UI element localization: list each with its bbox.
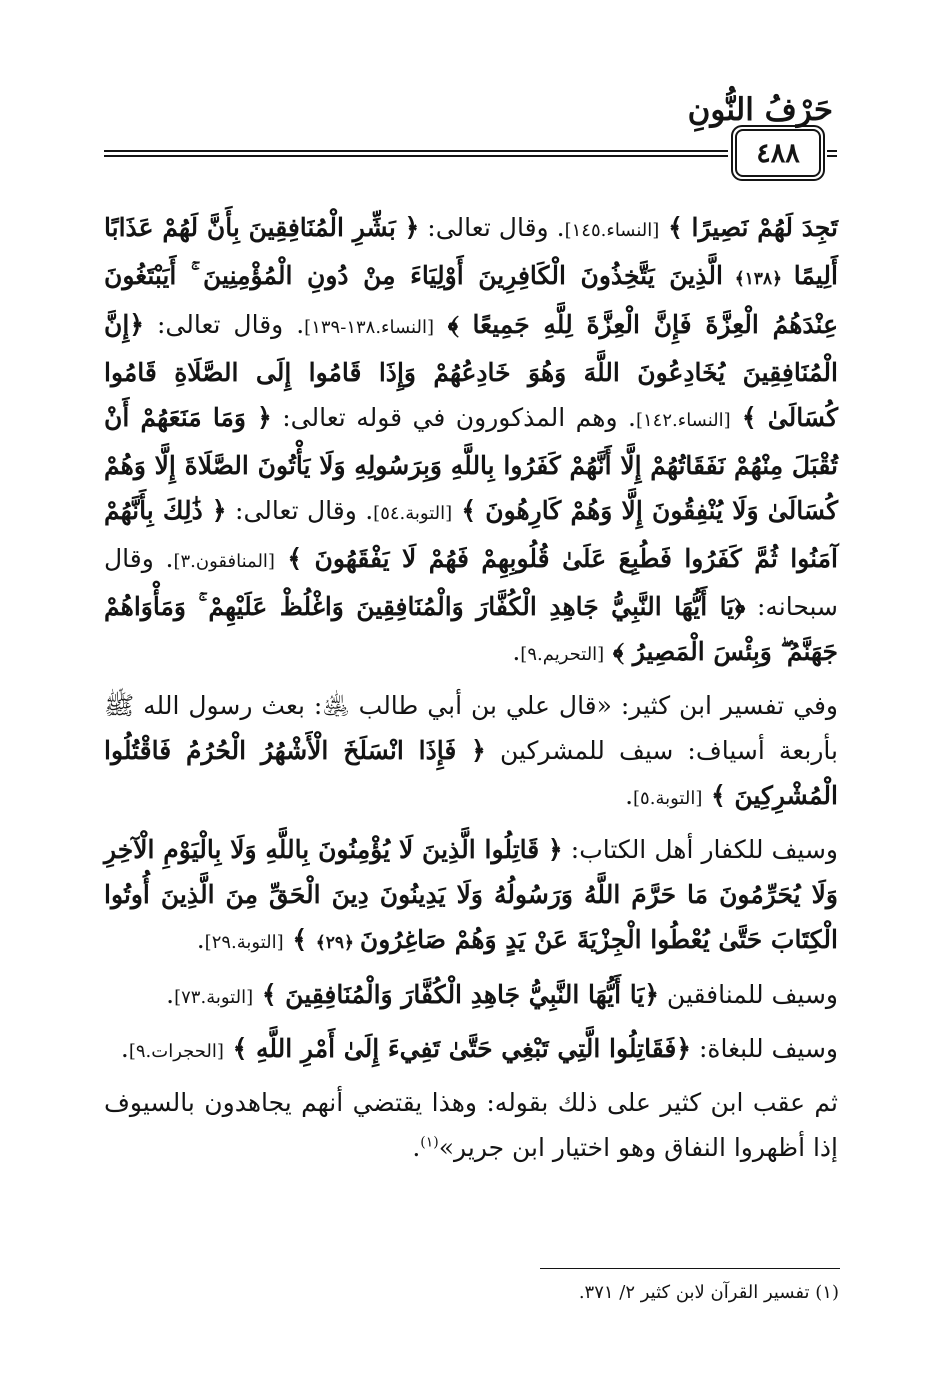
- prose-text: . وقال سبحانه:: [104, 544, 838, 621]
- verse-bracket: ﴾: [730, 403, 768, 432]
- quran-verse: وَمَا مَنَعَهُمْ أَنْ تُقْبَلَ مِنْهُمْ نَفَقَاتُهُمْ إِلَّا أَنَّهُمْ كَفَرُوا بِاللَّهِ وَبِرَسُولِهِ وَلَا يَأْتُونَ الصَّلَاةَ إِلَّا وَهُمْ كُسَالَىٰ وَلَا يُنْفِقُونَ إِلَّا وَهُمْ كَارِهُونَ: [104, 403, 839, 525]
- quran-verse: يَا أَيُّهَا النَّبِيُّ جَاهِدِ الْكُفَّارَ وَالْمُنَافِقِينَ وَاغْلُظْ عَلَيْهِمْ ۚ وَمَأْوَاهُمْ جَهَنَّمُ ۖ وَبِئْسَ الْمَصِيرُ: [104, 592, 838, 666]
- verse-reference: [المنافقون.٣]: [173, 551, 275, 572]
- verse-reference: [التوبة.٥٤]: [373, 503, 453, 524]
- verse-reference: [النساء.١٤٥]: [564, 220, 660, 241]
- verse-bracket: ﴿: [129, 310, 144, 339]
- body-text: [104, 205, 838, 1170]
- prose-text: .: [196, 925, 205, 954]
- prose-text: وسيف للمنافقين: [658, 980, 838, 1009]
- paragraph: [104, 972, 838, 1020]
- verse-bracket: ﴾: [604, 637, 633, 666]
- prose-text: .: [120, 1034, 129, 1063]
- prose-text: .: [166, 980, 175, 1009]
- verse-bracket: ﴿: [539, 835, 563, 864]
- verse-bracket: ﴾: [452, 496, 486, 525]
- verse-reference: [النساء.١٣٨-١٣٩]: [304, 317, 434, 338]
- verse-bracket: ﴿: [676, 1034, 692, 1063]
- quran-verse: إِنَّ الْمُنَافِقِينَ يُخَادِعُونَ اللَّهَ وَهُوَ خَادِعُهُمْ وَإِذَا قَامُوا إِلَى الصَّلَاةِ قَامُوا كُسَالَىٰ: [104, 310, 839, 432]
- quran-verse: ذَٰلِكَ بِأَنَّهُمْ آمَنُوا ثُمَّ كَفَرُوا فَطُبِعَ عَلَىٰ قُلُوبِهِمْ فَهُمْ لَا يَفْقَهُونَ: [104, 496, 838, 573]
- prose-text: .: [512, 637, 521, 666]
- quran-verse: الَّذِينَ يَتَّخِذُونَ الْكَافِرِينَ أَوْلِيَاءَ مِنْ دُونِ الْمُؤْمِنِينَ ۚ أَيَبْتَغُونَ عِنْدَهُمُ الْعِزَّةَ فَإِنَّ الْعِزَّةَ لِلَّهِ جَمِيعًا: [104, 261, 839, 339]
- header-rule-end: [827, 150, 837, 157]
- verse-reference: [التوبة.٧٣]: [174, 987, 254, 1008]
- quran-verse: يَا أَيُّهَا النَّبِيُّ جَاهِدِ الْكُفَّارَ وَالْمُنَافِقِينَ: [285, 980, 645, 1009]
- verse-bracket: ﴾: [283, 925, 316, 954]
- ayah-number: ﴿٢٩﴾: [315, 933, 360, 953]
- verse-bracket: ﴾: [274, 544, 315, 573]
- verse-bracket: ﴿: [395, 213, 420, 242]
- quran-verse: فَإِذَا انْسَلَخَ الْأَشْهُرُ الْحُرُمُ فَاقْتُلُوا الْمُشْرِكِينَ: [104, 736, 838, 810]
- prose-text: . وقال تعالى:: [419, 213, 565, 242]
- verse-reference: [النساء.١٤٢]: [635, 410, 731, 431]
- verse-bracket: ﴿: [456, 736, 486, 765]
- quran-verse: بَشِّرِ الْمُنَافِقِينَ بِأَنَّ لَهُمْ عَذَابًا أَلِيمًا: [104, 213, 838, 290]
- verse-bracket: ﴿: [644, 980, 659, 1009]
- verse-bracket: ﴿: [734, 592, 746, 621]
- quran-verse: فَقَاتِلُوا الَّتِي تَبْغِي حَتَّىٰ تَفِيءَ إِلَىٰ أَمْرِ اللَّهِ: [255, 1034, 677, 1063]
- verse-reference: [التوبة.٥]: [633, 788, 703, 809]
- verse-bracket: ﴾: [223, 1034, 256, 1063]
- paragraph: [104, 1080, 838, 1170]
- paragraph: [104, 1026, 838, 1074]
- ayah-number: ﴿١٣٨﴾: [722, 269, 794, 289]
- prose-text: . وقال تعالى:: [226, 496, 374, 525]
- verse-reference: [التحريم.٩]: [520, 644, 605, 665]
- quran-verse: تَجِدَ لَهُمْ نَصِيرًا: [691, 213, 839, 242]
- verse-bracket: ﴾: [434, 310, 473, 339]
- verse-bracket: ﴿: [245, 403, 272, 432]
- prose-text: وفي تفسير ابن كثير: «قال علي بن أبي طالب ﵁: بعث رسول الله ﷺ بأربعة أسياف: سيف للمشركين: [104, 691, 838, 765]
- footnote-marker: (١): [420, 1134, 439, 1151]
- prose-text: . وهم المذكورون في قوله تعالى:: [271, 403, 636, 432]
- prose-text: . وقال تعالى:: [143, 310, 305, 339]
- verse-bracket: ﴾: [659, 213, 692, 242]
- prose-text: وسيف للبغاة:: [691, 1034, 838, 1063]
- verse-bracket: ﴾: [702, 781, 735, 810]
- paragraph: [104, 827, 838, 966]
- verse-reference: [الحجرات.٩]: [128, 1041, 224, 1062]
- verse-bracket: ﴿: [202, 496, 227, 525]
- running-title: حَرْفُ النُّونِ: [687, 92, 833, 128]
- prose-text: ثم عقب ابن كثير على ذلك بقوله: وهذا يقتضي أنهم يجاهدون بالسيوف إذا أظهروا النفاق وهو اختيار ابن جرير»: [104, 1088, 838, 1162]
- quran-verse: قَاتِلُوا الَّذِينَ لَا يُؤْمِنُونَ بِاللَّهِ وَلَا بِالْيَوْمِ الْآخِرِ وَلَا يُحَرِّمُونَ مَا حَرَّمَ اللَّهُ وَرَسُولُهُ وَلَا يَدِينُونَ دِينَ الْحَقِّ مِنَ الَّذِينَ أُوتُوا الْكِتَابَ حَتَّىٰ يُعْطُوا الْجِزْيَةَ عَنْ يَدٍ وَهُمْ صَاغِرُونَ: [104, 835, 838, 954]
- prose-text: .: [412, 1133, 421, 1162]
- paragraph: [104, 205, 838, 677]
- paragraph: [104, 683, 838, 821]
- footnote-rule: [540, 1268, 840, 1269]
- footnote: (١) تفسير القرآن لابن كثير ٢/ ٣٧١.: [578, 1282, 839, 1303]
- page-number: ٤٨٨: [735, 129, 821, 177]
- header-rule: [104, 150, 728, 157]
- prose-text: .: [625, 781, 634, 810]
- verse-reference: [التوبة.٢٩]: [204, 932, 284, 953]
- verse-bracket: ﴾: [253, 980, 286, 1009]
- prose-text: وسيف للكفار أهل الكتاب:: [562, 835, 838, 864]
